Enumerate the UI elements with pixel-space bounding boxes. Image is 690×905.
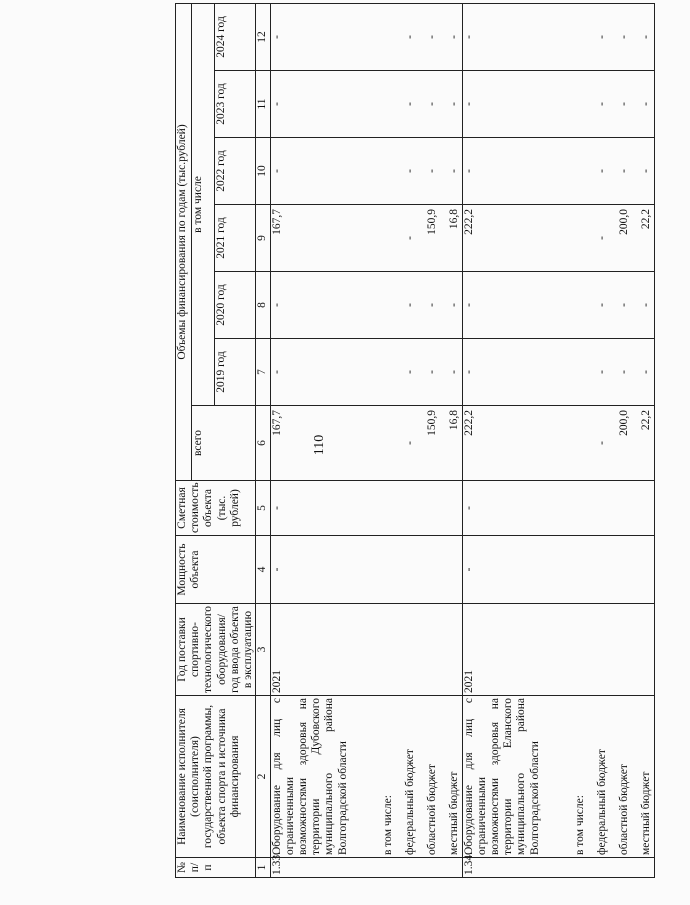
year-value: - (610, 3, 632, 70)
year-value: - (270, 272, 370, 339)
year-value: - (418, 272, 440, 339)
table-row-block-1-34 (462, 3, 654, 877)
budget-label: местный бюджет (632, 696, 655, 858)
year-value: - (440, 3, 463, 70)
table-row (632, 3, 655, 877)
year-value: - (632, 3, 655, 70)
header-capacity: Мощность объекта (176, 536, 256, 604)
year-value: - (588, 205, 610, 272)
header-year-2019: 2019 год (215, 339, 256, 406)
year-value: - (270, 339, 370, 406)
column-number: 10 (256, 138, 270, 205)
year-value: - (418, 71, 440, 138)
header-total: всего (192, 406, 256, 481)
object-name: Оборудование для лиц с ограниченными возможностями здоровья на территории Еланского муниципального района Волгоградской области (462, 696, 562, 858)
header-delivery-year: Год поставки спортивно-технологического оборудования/ год ввода объекта в эксплуатацию (176, 604, 256, 696)
year-value: - (588, 3, 610, 70)
table-row (370, 3, 396, 877)
year-value: - (610, 138, 632, 205)
column-number: 5 (256, 481, 270, 536)
year-value: - (396, 3, 418, 70)
header-year-2021: 2021 год (215, 205, 256, 272)
budget-label: федеральный бюджет (396, 696, 418, 858)
year-value: - (440, 138, 463, 205)
total-value: - (396, 406, 418, 481)
header-name: Наименование исполнителя (соисполнителя) государственной программы, объекта спорта и источника финансирования (176, 696, 256, 858)
year-value: - (270, 138, 370, 205)
year-value: - (396, 71, 418, 138)
year-value: - (632, 138, 655, 205)
year-value: - (270, 3, 370, 70)
year-value: - (270, 71, 370, 138)
table-row (610, 3, 632, 877)
year-value: 200,0 (610, 205, 632, 272)
including-label: в том числе: (370, 696, 396, 858)
year-value: - (440, 339, 463, 406)
page-number: 110 (312, 434, 327, 456)
table-row (396, 3, 418, 877)
column-numbers-row (256, 3, 270, 877)
table-row (462, 3, 562, 877)
header-year-2022: 2022 год (215, 138, 256, 205)
row-number: 1.33. (270, 858, 370, 878)
column-number: 3 (256, 604, 270, 696)
column-number: 7 (256, 339, 270, 406)
rotated-table-wrapper (175, 3, 690, 878)
year-value: - (462, 272, 562, 339)
table-row (562, 3, 588, 877)
table-row (270, 3, 370, 877)
including-label: в том числе: (562, 696, 588, 858)
header-no: № п/п (176, 858, 256, 878)
year-value: - (462, 3, 562, 70)
budget-label: областной бюджет (610, 696, 632, 858)
delivery-year: 2021 (270, 604, 370, 696)
total-value: 22,2 (632, 406, 655, 481)
year-value: - (440, 71, 463, 138)
year-value: - (418, 339, 440, 406)
total-value: - (588, 406, 610, 481)
year-value: 22,2 (632, 205, 655, 272)
column-number: 12 (256, 3, 270, 70)
budget-label: федеральный бюджет (588, 696, 610, 858)
year-value: - (396, 339, 418, 406)
table-row (588, 3, 610, 877)
column-number: 9 (256, 205, 270, 272)
total-value: 222,2 (462, 406, 562, 481)
year-value: - (610, 71, 632, 138)
year-value: - (396, 272, 418, 339)
year-value: - (418, 3, 440, 70)
year-value: - (418, 138, 440, 205)
row-number: 1.34. (462, 858, 562, 878)
year-value: 222,2 (462, 205, 562, 272)
year-value: 150,9 (418, 205, 440, 272)
year-value: - (588, 272, 610, 339)
year-value: - (588, 71, 610, 138)
capacity: - (270, 536, 370, 604)
year-value: - (462, 71, 562, 138)
year-value: - (610, 339, 632, 406)
year-value: - (396, 205, 418, 272)
estimated-cost: - (462, 481, 562, 536)
year-value: - (588, 138, 610, 205)
year-value: - (632, 339, 655, 406)
year-value: - (396, 138, 418, 205)
funding-table (175, 3, 655, 878)
column-number: 2 (256, 696, 270, 858)
table-row-block-1-33 (270, 3, 462, 877)
year-value: 16,8 (440, 205, 463, 272)
year-value: - (440, 272, 463, 339)
estimated-cost: - (270, 481, 370, 536)
header-funding: Объемы финансирования по годам (тыс.рублей) (176, 3, 192, 480)
header-estimated-cost: Сметная стоимость объекта (тыс. рублей) (176, 481, 256, 536)
table-row (418, 3, 440, 877)
column-number: 1 (256, 858, 270, 878)
header-year-2023: 2023 год (215, 71, 256, 138)
column-number: 4 (256, 536, 270, 604)
header-year-2024: 2024 год (215, 3, 256, 70)
column-number: 6 (256, 406, 270, 481)
header-year-2020: 2020 год (215, 272, 256, 339)
table-row (440, 3, 463, 877)
year-value: - (588, 339, 610, 406)
capacity: - (462, 536, 562, 604)
column-number: 11 (256, 71, 270, 138)
header-including: в том числе (192, 3, 215, 405)
delivery-year: 2021 (462, 604, 562, 696)
total-value: 200,0 (610, 406, 632, 481)
year-value: - (462, 339, 562, 406)
total-value: 16,8 (440, 406, 463, 481)
total-value: 150,9 (418, 406, 440, 481)
total-value: 167,7 (270, 406, 370, 481)
budget-label: областной бюджет (418, 696, 440, 858)
year-value: 167,7 (270, 205, 370, 272)
column-number: 8 (256, 272, 270, 339)
year-value: - (610, 272, 632, 339)
object-name: Оборудование для лиц с ограниченными возможностями здоровья на территории Дубовского муниципального района Волгоградской области (270, 696, 370, 858)
year-value: - (462, 138, 562, 205)
budget-label: местный бюджет (440, 696, 463, 858)
year-value: - (632, 71, 655, 138)
year-value: - (632, 272, 655, 339)
